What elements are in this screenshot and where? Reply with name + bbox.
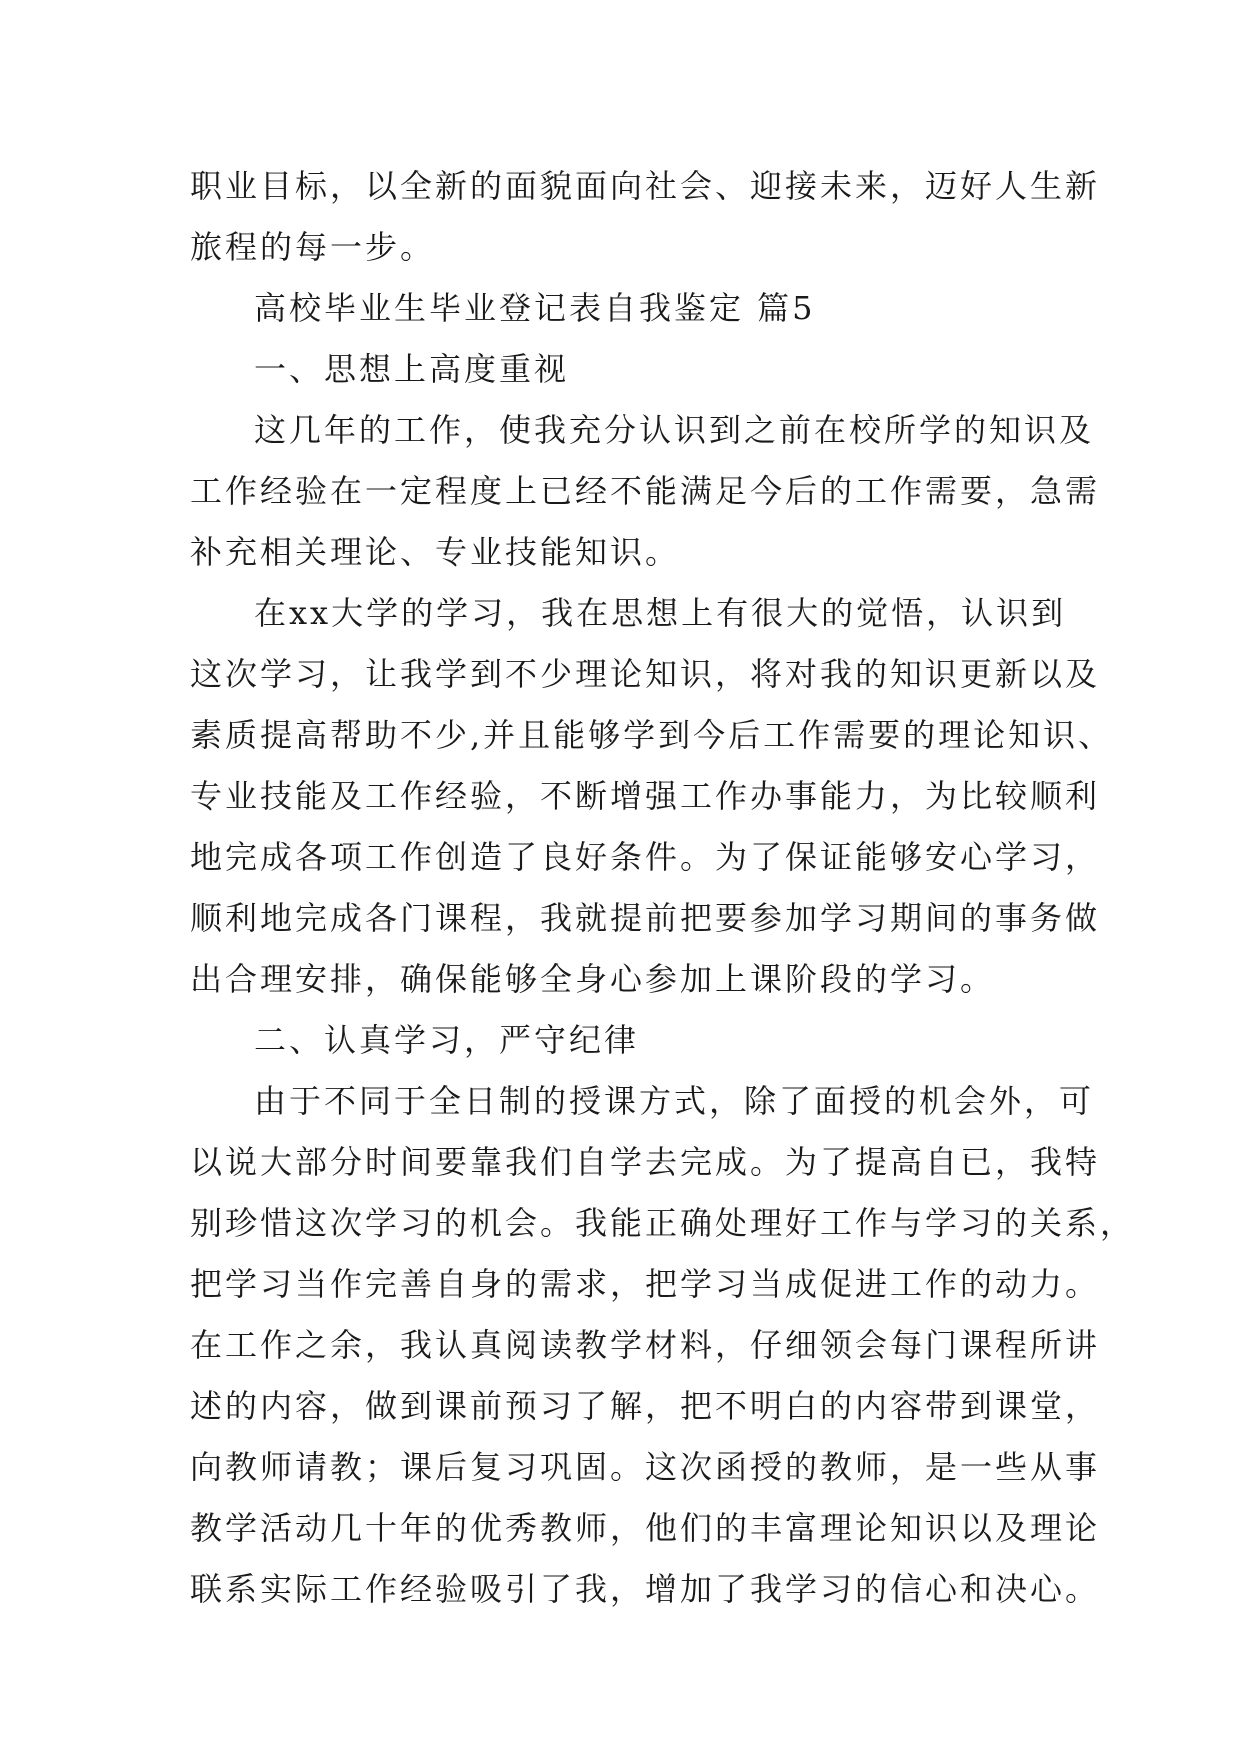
text-line: 专业技能及工作经验，不断增强工作办事能力，为比较顺利 bbox=[190, 777, 1101, 815]
text-line: 向教师请教；课后复习巩固。这次函授的教师，是一些从事 bbox=[190, 1448, 1101, 1486]
section-heading: 二、认真学习，严守纪律 bbox=[254, 1021, 640, 1059]
text-line: 把学习当作完善自身的需求，把学习当成促进工作的动力。 bbox=[190, 1265, 1101, 1303]
text-line: 别珍惜这次学习的机会。我能正确处理好工作与学习的关系， bbox=[190, 1204, 1136, 1242]
text-line: 这次学习，让我学到不少理论知识，将对我的知识更新以及 bbox=[190, 655, 1101, 693]
text-line: 联系实际工作经验吸引了我，增加了我学习的信心和决心。 bbox=[190, 1570, 1101, 1608]
text-line: 顺利地完成各门课程，我就提前把要参加学习期间的事务做 bbox=[190, 899, 1101, 937]
text-line: 素质提高帮助不少,并且能够学到今后工作需要的理论知识、 bbox=[190, 716, 1114, 754]
text-line: 这几年的工作，使我充分认识到之前在校所学的知识及 bbox=[254, 411, 1095, 449]
section-heading: 一、思想上高度重视 bbox=[254, 350, 570, 388]
text-line: 在工作之余，我认真阅读教学材料，仔细领会每门课程所讲 bbox=[190, 1326, 1101, 1364]
text-line: 旅程的每一步。 bbox=[190, 228, 436, 266]
text-line: 地完成各项工作创造了良好条件。为了保证能够安心学习， bbox=[190, 838, 1101, 876]
text-line: 述的内容，做到课前预习了解，把不明白的内容带到课堂， bbox=[190, 1387, 1101, 1425]
text-line: 工作经验在一定程度上已经不能满足今后的工作需要，急需 bbox=[190, 472, 1101, 510]
text-line: 补充相关理论、专业技能知识。 bbox=[190, 533, 681, 571]
text-line: 由于不同于全日制的授课方式，除了面授的机会外，可 bbox=[254, 1082, 1095, 1120]
text-line: 教学活动几十年的优秀教师，他们的丰富理论知识以及理论 bbox=[190, 1509, 1101, 1547]
document-body bbox=[190, 156, 1136, 1620]
section-title: 高校毕业生毕业登记表自我鉴定 篇5 bbox=[254, 289, 816, 327]
text-line: 在xx大学的学习，我在思想上有很大的觉悟，认识到 bbox=[254, 594, 1067, 632]
text-line: 职业目标，以全新的面貌面向社会、迎接未来，迈好人生新 bbox=[190, 167, 1101, 205]
text-line: 出合理安排，确保能够全身心参加上课阶段的学习。 bbox=[190, 960, 996, 998]
text-line: 以说大部分时间要靠我们自学去完成。为了提高自已，我特 bbox=[190, 1143, 1101, 1181]
